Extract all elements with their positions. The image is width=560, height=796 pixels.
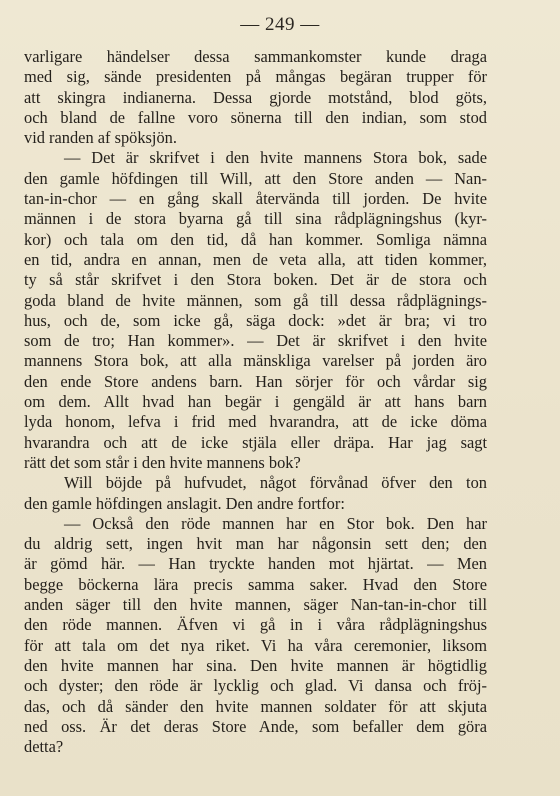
text-line: den gamle höfdingen till Will, att den Store anden — Nan-: [24, 168, 487, 188]
text-line: vid randen af spöksjön.: [24, 128, 177, 148]
text-line: för att tala om det nya riket. Vi ha våra ceremonier, liksom: [24, 635, 487, 655]
text-line: den hvite mannen har sina. Den hvite mannen är högtidlig: [24, 655, 487, 675]
text-line: hus, och de, som icke gå, säga dock: »det är bra; vi tro: [24, 310, 487, 330]
text-line: du aldrig sett, ingen hvit man har någonsin sett den; den: [24, 534, 487, 554]
text-line: rätt det som står i den hvite mannens bok?: [24, 452, 301, 472]
body-text: [24, 47, 487, 757]
text-line: en tid, andra en annan, men de veta alla, att tiden kommer,: [24, 249, 487, 269]
text-line: — Också den röde mannen har en Stor bok. Den har: [64, 513, 487, 533]
text-line: lyda honom, lefva i frid med hvarandra, att de icke döma: [24, 412, 487, 432]
text-line: mannens Stora bok, att alla mänskliga varelser på jorden äro: [24, 351, 487, 371]
text-line: das, och då sänder den hvite mannen soldater för att skjuta: [24, 696, 487, 716]
page-number: — 249 —: [240, 14, 320, 35]
text-line: den röde mannen. Äfven vi gå in i våra rådplägningshus: [24, 615, 487, 635]
text-line: den ende Store andens barn. Han sörjer för och vårdar sig: [24, 371, 487, 391]
text-line: tan-in-chor — en gång skall återvända till jorden. De hvite: [24, 189, 487, 209]
text-line: om dem. Allt hvad han begär i gengäld är att hans barn: [24, 392, 487, 412]
text-line: ned oss. Är det deras Store Ande, som befaller dem göra: [24, 716, 487, 736]
text-line: och dyster; den röde är lycklig och glad. Vi dansa och fröj-: [24, 676, 487, 696]
text-line: varligare händelser dessa sammankomster kunde draga: [24, 47, 487, 66]
text-line: att skingra indianerna. Dessa gjorde motstånd, blod göts,: [24, 87, 487, 107]
text-line: den gamle höfdingen anslagit. Den andre fortfor:: [24, 493, 345, 513]
text-line: anden säger till den hvite mannen, säger Nan-tan-in-chor till: [24, 595, 487, 615]
text-line: goda bland de hvite männen, som gå till dessa rådplägnings-: [24, 290, 487, 310]
text-line: ty så står skrifvet i den Stora boken. Det är de stora och: [24, 270, 487, 290]
text-line: med sig, sände presidenten på mångas begäran trupper för: [24, 67, 487, 87]
text-line: Will böjde på hufvudet, något förvånad öfver den ton: [64, 473, 487, 493]
text-line: och bland de fallne voro sönerna till den indian, som stod: [24, 107, 487, 127]
text-line: — Det är skrifvet i den hvite mannens Stora bok, sade: [64, 148, 487, 168]
text-line: detta?: [24, 737, 64, 757]
text-line: är gömd här. — Han tryckte handen mot hjärtat. — Men: [24, 554, 487, 574]
text-line: männen i de stora byarna gå till sina rådplägningshus (kyr-: [24, 209, 487, 229]
text-line: som de tro; Han kommer». — Det är skrifvet i den hvite: [24, 331, 487, 351]
text-line: hvarandra och att de icke stjäla eller dräpa. Har jag sagt: [24, 432, 487, 452]
text-line: kor) och tala om den tid, då han kommer. Somliga nämna: [24, 229, 487, 249]
text-line: begge böckerna lära precis samma saker. Hvad den Store: [24, 574, 487, 594]
